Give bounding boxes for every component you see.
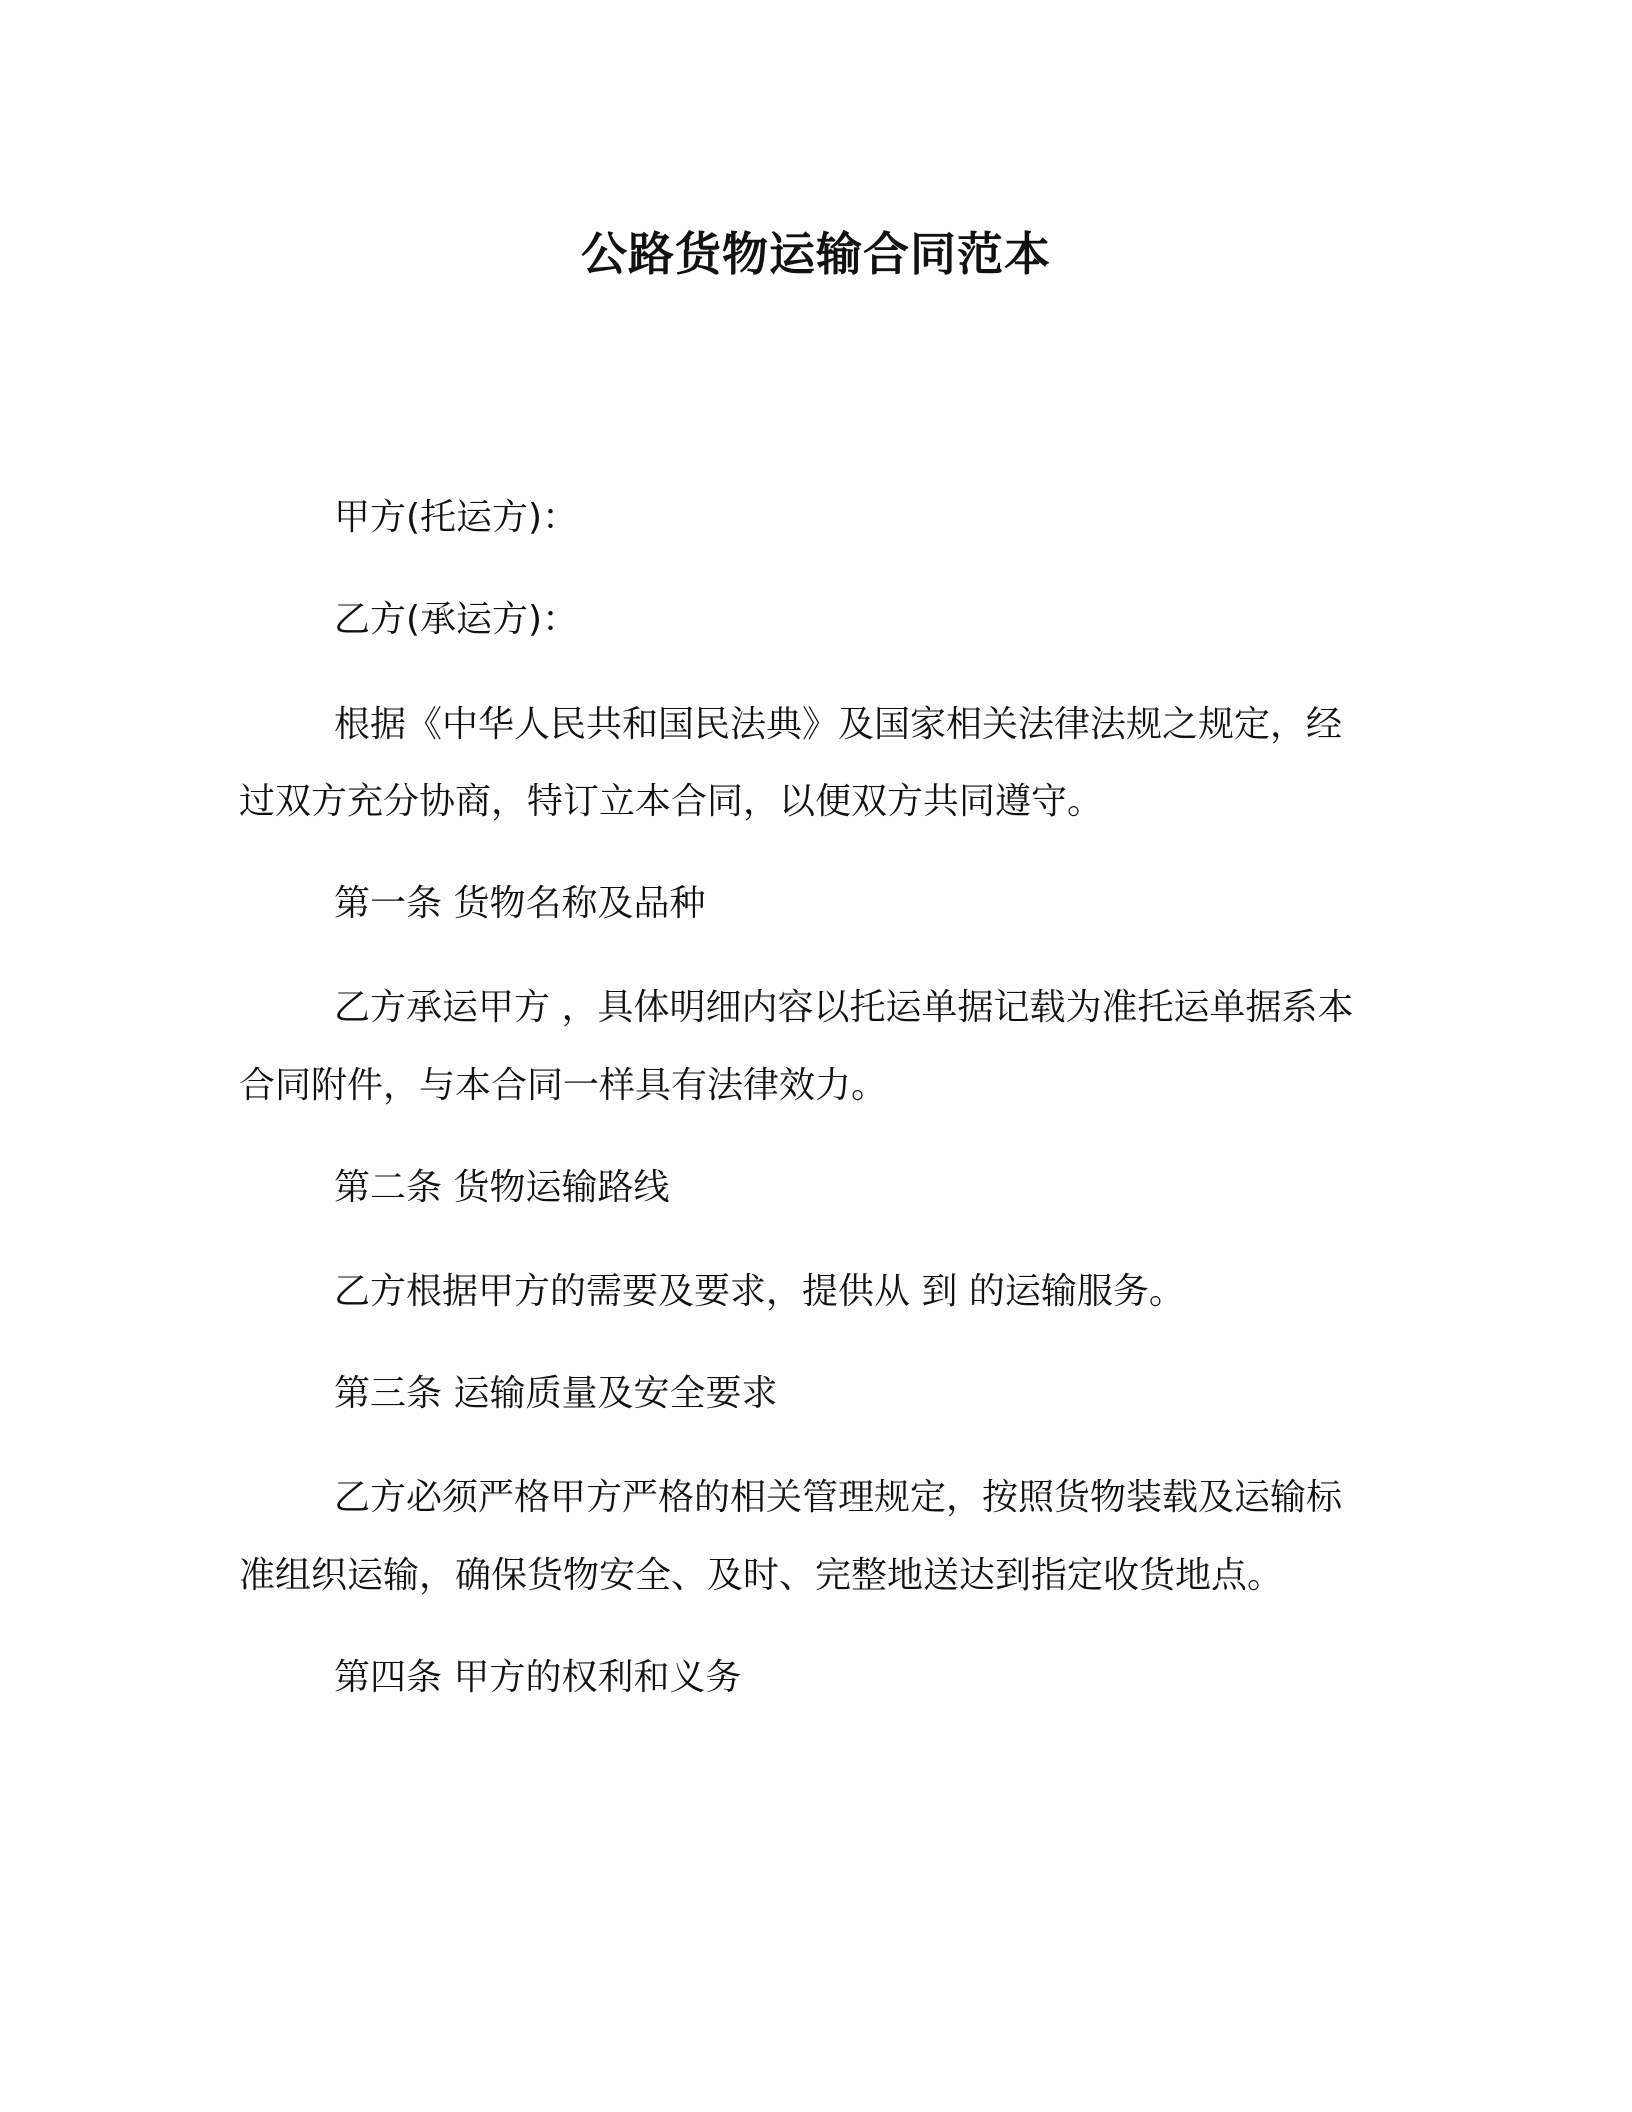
article-3-heading: 第三条 运输质量及安全要求 bbox=[334, 1373, 778, 1414]
article-1-heading: 第一条 货物名称及品种 bbox=[334, 883, 706, 924]
article-1-line-2: 合同附件，与本合同一样具有法律效力。 bbox=[239, 1065, 888, 1106]
preamble-line-1: 根据《中华人民共和国民法典》及国家相关法律法规之规定，经 bbox=[334, 704, 1343, 745]
party-b-label: 乙方(承运方)： bbox=[334, 599, 579, 640]
party-a-label: 甲方(托运方)： bbox=[334, 497, 579, 538]
article-3-line-2: 准组织运输，确保货物安全、及时、完整地送达到指定收货地点。 bbox=[239, 1555, 1284, 1596]
article-1-line-1: 乙方承运甲方 ，具体明细内容以托运单据记载为准托运单据系本 bbox=[334, 987, 1354, 1028]
preamble-line-2: 过双方充分协商，特订立本合同，以便双方共同遵守。 bbox=[239, 781, 1104, 822]
article-2-heading: 第二条 货物运输路线 bbox=[334, 1167, 670, 1208]
article-3-line-1: 乙方必须严格甲方严格的相关管理规定，按照货物装载及运输标 bbox=[334, 1477, 1343, 1518]
document-title: 公路货物运输合同范本 bbox=[581, 227, 1051, 281]
article-4-heading: 第四条 甲方的权利和义务 bbox=[334, 1657, 742, 1698]
article-2-line-1: 乙方根据甲方的需要及要求，提供从 到 的运输服务。 bbox=[334, 1271, 1185, 1312]
